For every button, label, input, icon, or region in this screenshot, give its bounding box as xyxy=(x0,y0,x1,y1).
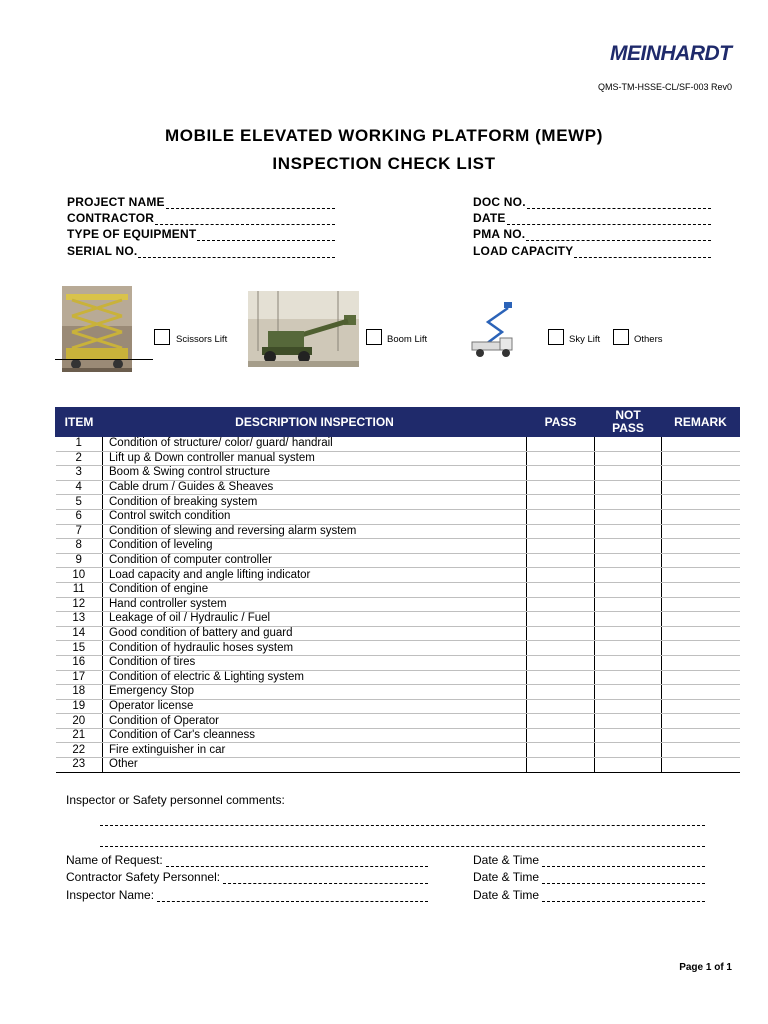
pass-cell[interactable] xyxy=(527,758,595,773)
remark-cell[interactable] xyxy=(662,655,740,670)
description-cell: Condition of breaking system xyxy=(103,495,527,510)
header-remark: REMARK xyxy=(662,408,740,437)
description-cell: Other xyxy=(103,758,527,773)
remark-cell[interactable] xyxy=(662,699,740,714)
pma-no-label: PMA NO. xyxy=(473,227,526,241)
description-cell: Condition of Car's cleanness xyxy=(103,728,527,743)
item-number-cell: 19 xyxy=(56,699,103,714)
not-pass-cell[interactable] xyxy=(595,568,662,583)
sky-lift-image xyxy=(464,298,522,360)
serial-no-field[interactable] xyxy=(67,242,335,258)
inspection-table xyxy=(55,407,740,773)
boom-lift-checkbox[interactable] xyxy=(366,329,382,345)
item-number-cell: 17 xyxy=(56,670,103,685)
date-time-field-1[interactable] xyxy=(473,851,705,867)
pass-cell[interactable] xyxy=(527,714,595,729)
page-subtitle: INSPECTION CHECK LIST xyxy=(272,154,496,173)
not-pass-cell[interactable] xyxy=(595,743,662,758)
item-number-cell: 12 xyxy=(56,597,103,612)
table-row xyxy=(56,699,740,714)
remark-cell[interactable] xyxy=(662,524,740,539)
remark-cell[interactable] xyxy=(662,714,740,729)
remark-cell[interactable] xyxy=(662,539,740,554)
table-row xyxy=(56,758,740,773)
item-number-cell: 16 xyxy=(56,655,103,670)
pma-no-field[interactable] xyxy=(473,225,711,241)
table-row xyxy=(56,612,740,627)
header-not-pass xyxy=(595,408,662,437)
description-cell: Condition of slewing and reversing alarm system xyxy=(103,524,527,539)
not-pass-cell[interactable] xyxy=(595,655,662,670)
description-cell: Boom & Swing control structure xyxy=(103,466,527,481)
project-name-field[interactable] xyxy=(67,193,335,209)
pass-cell[interactable] xyxy=(527,480,595,495)
scissors-lift-checkbox[interactable] xyxy=(154,329,170,345)
header-not-pass-line2: PASS xyxy=(612,421,644,435)
table-header-row xyxy=(56,408,740,437)
item-number-cell: 23 xyxy=(56,758,103,773)
remark-cell[interactable] xyxy=(662,728,740,743)
item-number-cell: 1 xyxy=(56,437,103,452)
remark-cell[interactable] xyxy=(662,597,740,612)
header-pass: PASS xyxy=(527,408,595,437)
not-pass-cell[interactable] xyxy=(595,612,662,627)
item-number-cell: 3 xyxy=(56,466,103,481)
description-cell: Hand controller system xyxy=(103,597,527,612)
item-number-cell: 18 xyxy=(56,685,103,700)
pass-cell[interactable] xyxy=(527,466,595,481)
inspector-name-label: Inspector Name: xyxy=(66,888,155,902)
project-name-label: PROJECT NAME xyxy=(67,195,165,209)
description-cell: Lift up & Down controller manual system xyxy=(103,451,527,466)
table-row xyxy=(56,626,740,641)
remark-cell[interactable] xyxy=(662,480,740,495)
others-checkbox[interactable] xyxy=(613,329,629,345)
date-time-label-3: Date & Time xyxy=(473,888,540,902)
doc-no-field[interactable] xyxy=(473,193,711,209)
header-not-pass-line1: NOT xyxy=(615,408,641,422)
pass-cell[interactable] xyxy=(527,451,595,466)
description-cell: Condition of leveling xyxy=(103,539,527,554)
item-number-cell: 4 xyxy=(56,480,103,495)
date-time-field-2[interactable] xyxy=(473,868,705,884)
pass-cell[interactable] xyxy=(527,641,595,656)
pass-cell[interactable] xyxy=(527,743,595,758)
not-pass-cell[interactable] xyxy=(595,509,662,524)
table-row xyxy=(56,714,740,729)
page-number: Page 1 of 1 xyxy=(679,962,732,973)
pass-cell[interactable] xyxy=(527,524,595,539)
not-pass-cell[interactable] xyxy=(595,582,662,597)
table-row xyxy=(56,568,740,583)
logo-text: MEINHARDT xyxy=(610,42,732,65)
pass-cell[interactable] xyxy=(527,670,595,685)
underline xyxy=(55,359,153,360)
remark-cell[interactable] xyxy=(662,495,740,510)
table-row xyxy=(56,641,740,656)
remark-cell[interactable] xyxy=(662,509,740,524)
scissors-lift-label: Scissors Lift xyxy=(176,334,228,345)
item-number-cell: 10 xyxy=(56,568,103,583)
remark-cell[interactable] xyxy=(662,685,740,700)
name-of-request-field[interactable] xyxy=(66,851,428,867)
not-pass-cell[interactable] xyxy=(595,480,662,495)
pass-cell[interactable] xyxy=(527,437,595,452)
remark-cell[interactable] xyxy=(662,670,740,685)
remark-cell[interactable] xyxy=(662,641,740,656)
table-row xyxy=(56,466,740,481)
pass-cell[interactable] xyxy=(527,728,595,743)
table-row xyxy=(56,524,740,539)
date-time-label-1: Date & Time xyxy=(473,853,540,867)
table-row xyxy=(56,655,740,670)
item-number-cell: 7 xyxy=(56,524,103,539)
load-capacity-label: LOAD CAPACITY xyxy=(473,244,574,258)
item-number-cell: 9 xyxy=(56,553,103,568)
item-number-cell: 5 xyxy=(56,495,103,510)
table-row xyxy=(56,597,740,612)
boom-lift-label: Boom Lift xyxy=(387,334,428,345)
description-cell: Load capacity and angle lifting indicator xyxy=(103,568,527,583)
item-number-cell: 6 xyxy=(56,509,103,524)
item-number-cell: 20 xyxy=(56,714,103,729)
others-label: Others xyxy=(634,334,663,345)
remark-cell[interactable] xyxy=(662,451,740,466)
table-row xyxy=(56,480,740,495)
pass-cell[interactable] xyxy=(527,553,595,568)
remark-cell[interactable] xyxy=(662,612,740,627)
not-pass-cell[interactable] xyxy=(595,495,662,510)
sky-lift-label: Sky Lift xyxy=(569,334,601,345)
date-time-field-3[interactable] xyxy=(473,886,705,902)
remark-cell[interactable] xyxy=(662,582,740,597)
table-row xyxy=(56,582,740,597)
serial-no-label: SERIAL NO. xyxy=(67,244,138,258)
remark-cell[interactable] xyxy=(662,553,740,568)
document-code: QMS-TM-HSSE-CL/SF-003 Rev0 xyxy=(597,82,732,92)
table-row xyxy=(56,743,740,758)
table-row xyxy=(56,437,740,452)
description-cell: Operator license xyxy=(103,699,527,714)
meinhardt-logo xyxy=(608,38,734,66)
description-cell: Condition of computer controller xyxy=(103,553,527,568)
type-of-equipment-label: TYPE OF EQUIPMENT xyxy=(67,227,197,241)
contractor-safety-label: Contractor Safety Personnel: xyxy=(66,870,221,884)
item-number-cell: 2 xyxy=(56,451,103,466)
not-pass-cell[interactable] xyxy=(595,685,662,700)
pass-cell[interactable] xyxy=(527,612,595,627)
contractor-field[interactable] xyxy=(67,209,335,225)
not-pass-cell[interactable] xyxy=(595,641,662,656)
comments-line-2[interactable] xyxy=(100,846,705,847)
not-pass-cell[interactable] xyxy=(595,539,662,554)
pass-cell[interactable] xyxy=(527,539,595,554)
item-number-cell: 22 xyxy=(56,743,103,758)
type-of-equipment-field[interactable] xyxy=(67,225,335,241)
not-pass-cell[interactable] xyxy=(595,437,662,452)
contractor-safety-field[interactable] xyxy=(66,868,428,884)
sky-lift-checkbox[interactable] xyxy=(548,329,564,345)
remark-cell[interactable] xyxy=(662,466,740,481)
not-pass-cell[interactable] xyxy=(595,699,662,714)
boom-lift-image xyxy=(248,291,359,367)
description-cell: Condition of tires xyxy=(103,655,527,670)
comments-label: Inspector or Safety personnel comments: xyxy=(66,793,285,807)
item-number-cell: 15 xyxy=(56,641,103,656)
doc-no-label: DOC NO. xyxy=(473,195,526,209)
not-pass-cell[interactable] xyxy=(595,670,662,685)
description-cell: Cable drum / Guides & Sheaves xyxy=(103,480,527,495)
pass-cell[interactable] xyxy=(527,699,595,714)
table-row xyxy=(56,670,740,685)
not-pass-cell[interactable] xyxy=(595,451,662,466)
header-item: ITEM xyxy=(56,408,103,437)
pass-cell[interactable] xyxy=(527,685,595,700)
pass-cell[interactable] xyxy=(527,582,595,597)
table-row xyxy=(56,728,740,743)
table-row xyxy=(56,451,740,466)
pass-cell[interactable] xyxy=(527,495,595,510)
not-pass-cell[interactable] xyxy=(595,714,662,729)
not-pass-cell[interactable] xyxy=(595,553,662,568)
remark-cell[interactable] xyxy=(662,758,740,773)
description-cell: Control switch condition xyxy=(103,509,527,524)
remark-cell[interactable] xyxy=(662,568,740,583)
description-cell: Condition of structure/ color/ guard/ handrail xyxy=(103,437,527,452)
comments-line-1[interactable] xyxy=(100,825,705,826)
item-number-cell: 21 xyxy=(56,728,103,743)
remark-cell[interactable] xyxy=(662,743,740,758)
description-cell: Condition of electric & Lighting system xyxy=(103,670,527,685)
not-pass-cell[interactable] xyxy=(595,626,662,641)
description-cell: Condition of Operator xyxy=(103,714,527,729)
not-pass-cell[interactable] xyxy=(595,758,662,773)
not-pass-cell[interactable] xyxy=(595,466,662,481)
pass-cell[interactable] xyxy=(527,509,595,524)
remark-cell[interactable] xyxy=(662,626,740,641)
inspector-name-field[interactable] xyxy=(66,886,428,902)
contractor-label: CONTRACTOR xyxy=(67,211,155,225)
date-field[interactable] xyxy=(473,209,711,225)
description-cell: Leakage of oil / Hydraulic / Fuel xyxy=(103,612,527,627)
description-cell: Condition of engine xyxy=(103,582,527,597)
item-number-cell: 14 xyxy=(56,626,103,641)
table-row xyxy=(56,509,740,524)
description-cell: Emergency Stop xyxy=(103,685,527,700)
name-of-request-label: Name of Request: xyxy=(66,853,163,867)
pass-cell[interactable] xyxy=(527,626,595,641)
table-row xyxy=(56,539,740,554)
description-cell: Condition of hydraulic hoses system xyxy=(103,641,527,656)
not-pass-cell[interactable] xyxy=(595,597,662,612)
table-row xyxy=(56,553,740,568)
description-cell: Fire extinguisher in car xyxy=(103,743,527,758)
date-time-label-2: Date & Time xyxy=(473,870,540,884)
not-pass-cell[interactable] xyxy=(595,524,662,539)
remark-cell[interactable] xyxy=(662,437,740,452)
description-cell: Good condition of battery and guard xyxy=(103,626,527,641)
pass-cell[interactable] xyxy=(527,597,595,612)
table-row xyxy=(56,685,740,700)
item-number-cell: 8 xyxy=(56,539,103,554)
pass-cell[interactable] xyxy=(527,655,595,670)
header-description: DESCRIPTION INSPECTION xyxy=(103,408,527,437)
table-row xyxy=(56,495,740,510)
not-pass-cell[interactable] xyxy=(595,728,662,743)
item-number-cell: 11 xyxy=(56,582,103,597)
item-number-cell: 13 xyxy=(56,612,103,627)
pass-cell[interactable] xyxy=(527,568,595,583)
date-label: DATE xyxy=(473,211,506,225)
load-capacity-field[interactable] xyxy=(473,242,711,258)
page-title: MOBILE ELEVATED WORKING PLATFORM (MEWP) xyxy=(165,126,603,145)
